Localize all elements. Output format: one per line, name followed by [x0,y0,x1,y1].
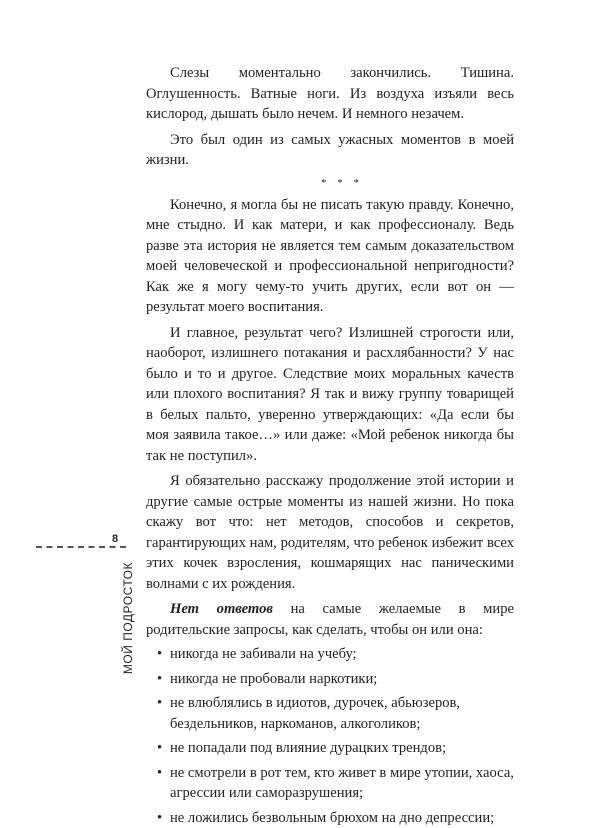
list-item: • не ложились безвольным брюхом на дно депрессии; [146,808,514,828]
running-title: МОЙ ПОДРОСТОК [121,562,135,674]
section-separator: * * * [146,176,514,190]
emphasis-text: Нет ответов [170,601,273,617]
body-text [146,63,514,828]
page-number: 8 [112,533,118,545]
margin-divider [36,546,126,548]
bullet-list [146,644,514,828]
list-item: • не смотрели в рот тем, кто живет в мире утопии, хаоса, агрессии или саморазрушения; [146,763,514,804]
paragraph: Я обязательно расскажу продолжение этой истории и другие самые острые моменты из нашей жизни. Но пока скажу вот что: нет методов, способов и секретов, гарантирующих нам, родителям, что ребенок избежит всех этих кочек взросления, кошмарящих нас паническими волнами с их рождения. [146,471,514,594]
list-item: • никогда не забивали на учебу; [146,644,514,665]
paragraph: Это был один из самых ужасных моментов в моей жизни. [146,130,514,171]
paragraph: И главное, результат чего? Излишней строгости или, наоборот, излишнего потакания и расхлябанности? У нас было и то и другое. Следствие моих моральных качеств или плохого воспитания? Я так и вижу группу товарищей в белых пальто, уверенно утверждающих: «Да если бы моя заявила такое…» или даже: «Мой ребенок никогда бы так не поступил». [146,323,514,467]
list-item: • не влюблялись в идиотов, дурочек, абьюзеров, бездельников, наркоманов, алкоголиков; [146,693,514,734]
list-item: • никогда не пробовали наркотики; [146,669,514,690]
paragraph: Конечно, я могла бы не писать такую правду. Конечно, мне стыдно. И как матери, и как профессионалу. Ведь разве эта история не является тем самым доказательством моей человеческой и профессиональной непригодности? Как же я могу чему-то учить других, если вот он — результат моего воспитания. [146,195,514,318]
paragraph: Слезы моментально закончились. Тишина. Оглушенность. Ватные ноги. Из воздуха изъяли весь кислород, дышать было нечем. И немного незачем. [146,63,514,125]
list-item: • не попадали под влияние дурацких трендов; [146,738,514,759]
paragraph-text: на самые желаемые в мире родительские запросы, как сделать, чтобы он или она: [146,601,514,638]
paragraph [146,599,514,640]
